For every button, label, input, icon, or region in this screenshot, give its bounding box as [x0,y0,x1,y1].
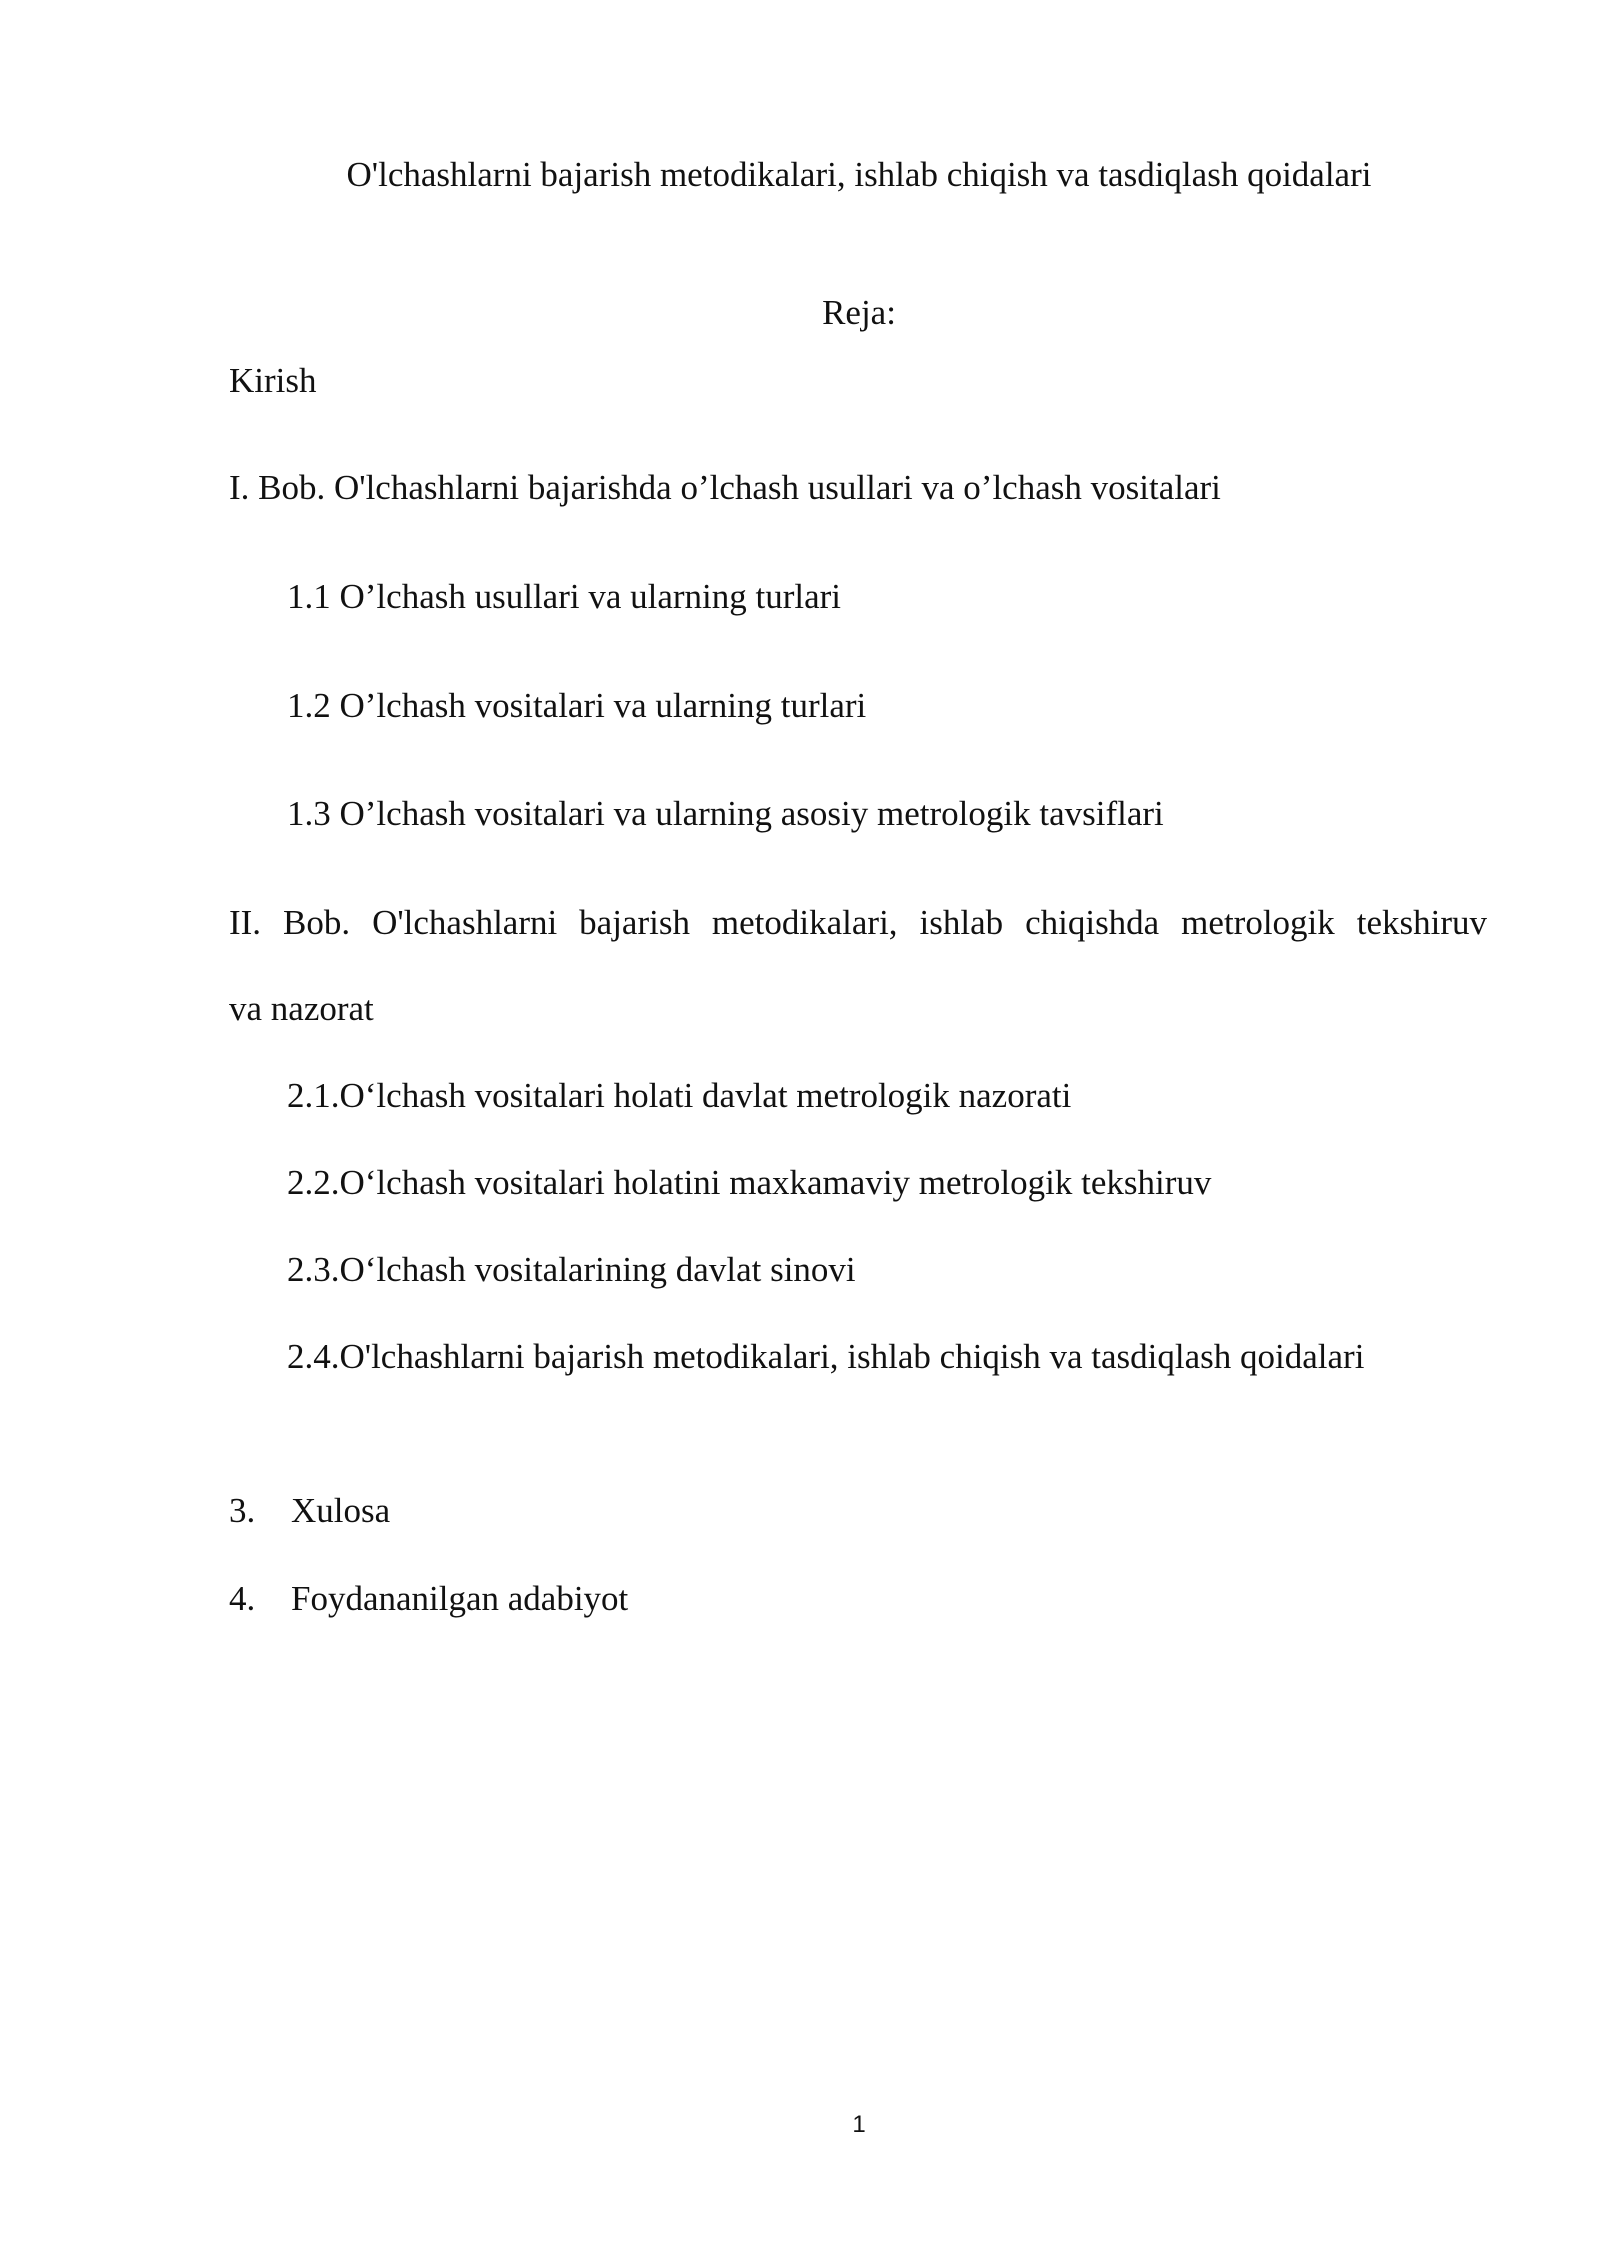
list-item-label: Xulosa [291,1491,391,1530]
intro-item: Kirish [229,361,317,400]
chapter-2-heading-line-1: II. Bob. O'lchashlarni bajarish metodikalari, ishlab chiqishda metrologik tekshiruv [229,903,1487,942]
section-1-2: 1.2 O’lchash vositalari va ularning turlari [287,686,867,725]
section-1-3: 1.3 O’lchash vositalari va ularning asosiy metrologik tavsiflari [287,794,1164,833]
section-2-3: 2.3.O‘lchash vositalarining davlat sinovi [287,1250,856,1289]
plan-heading: Reja: [822,293,896,332]
list-item-number: 3. [229,1491,256,1530]
chapter-2-heading-line-2: va nazorat [229,989,374,1028]
section-1-1: 1.1 O’lchash usullari va ularning turlari [287,577,842,616]
closing-item-references [229,1578,628,1620]
section-2-1: 2.1.O‘lchash vositalari holati davlat metrologik nazorati [287,1076,1072,1115]
section-2-2: 2.2.O‘lchash vositalari holatini maxkamaviy metrologik tekshiruv [287,1163,1212,1202]
list-item-number: 4. [229,1579,256,1618]
document-title: O'lchashlarni bajarish metodikalari, ishlab chiqish va tasdiqlash qoidalari [346,155,1372,194]
closing-item-conclusion [229,1490,390,1532]
chapter-1-heading: I. Bob. O'lchashlarni bajarishda o’lchash usullari va o’lchash vositalari [229,468,1221,507]
list-item-label: Foydananilgan adabiyot [291,1579,629,1618]
page-number: 1 [852,2111,866,2138]
section-2-4: 2.4.O'lchashlarni bajarish metodikalari, ishlab chiqish va tasdiqlash qoidalari [287,1337,1365,1376]
